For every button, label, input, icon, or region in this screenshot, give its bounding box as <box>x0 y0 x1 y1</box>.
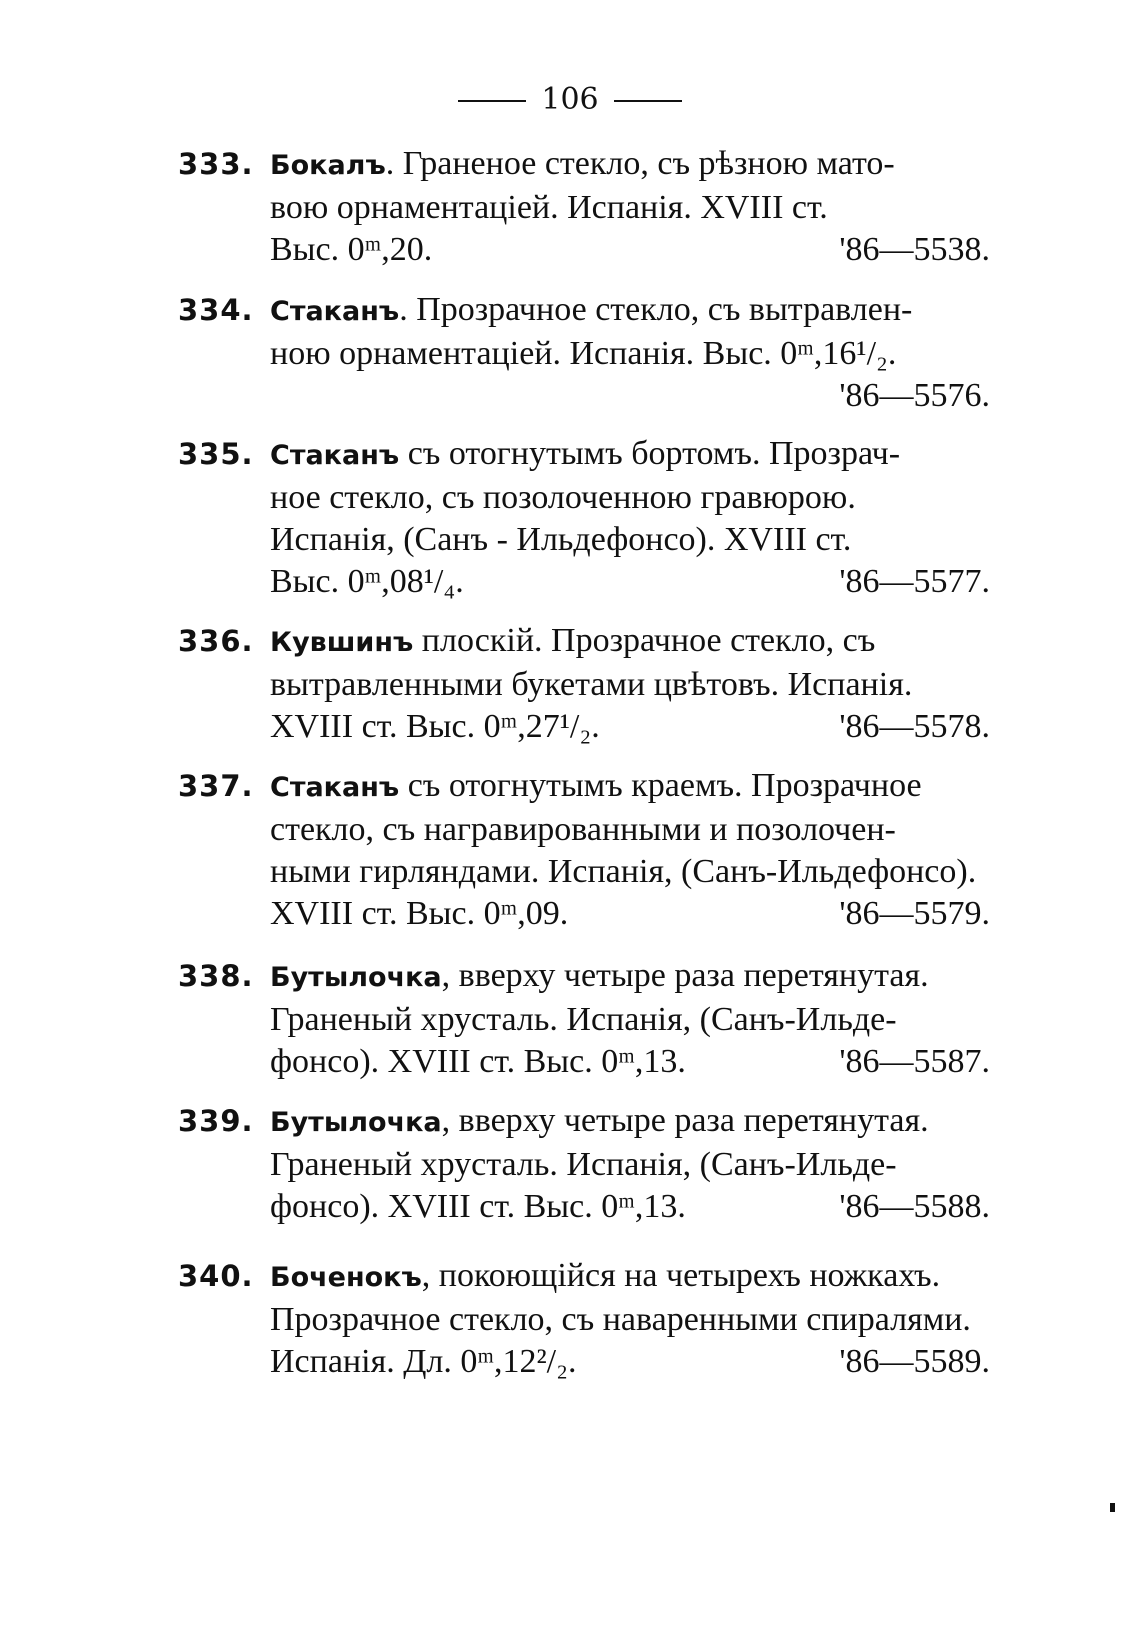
entry-measure: XVIII ст. Выс. 0ᵐ,27¹/₂. <box>270 708 600 745</box>
entry-number: 340. <box>178 1259 254 1293</box>
inventory-number: '86—5576. <box>839 377 990 414</box>
entry-title: Боченокъ <box>270 1262 422 1293</box>
entry-last-line <box>270 706 990 748</box>
entry-title: Стаканъ <box>270 296 400 327</box>
entry-line <box>270 433 990 477</box>
entry-number: 337. <box>178 769 254 803</box>
page-number: 106 <box>541 82 599 117</box>
entry-line <box>270 1255 990 1299</box>
entry-line: Прозрачное стекло, съ наваренными спиралями. <box>270 1301 971 1338</box>
entry-description <box>270 433 990 603</box>
entry-measure: XVIII ст. Выс. 0ᵐ,09. <box>270 895 569 932</box>
entry-last-line <box>270 1341 990 1383</box>
entry-line-rest: съ отогнутымъ бортомъ. Прозрач- <box>399 435 901 472</box>
entry-description <box>270 143 990 271</box>
entry-line: Испанія, (Санъ - Ильдефонсо). XVIII ст. <box>270 521 852 558</box>
entry-last-line <box>270 561 990 603</box>
entry-title: Бутылочка <box>270 1107 442 1138</box>
entry-measure: фонсо). XVIII ст. Выс. 0ᵐ,13. <box>270 1188 686 1225</box>
entry-line: вытравленными букетами цвѣтовъ. Испанія. <box>270 666 913 703</box>
entry-line: Граненый хрусталь. Испанія, (Санъ-Ильде- <box>270 1001 897 1038</box>
entry-line: вою орнаментаціей. Испанія. XVIII ст. <box>270 189 828 226</box>
inventory-number: '86—5589. <box>839 1343 990 1380</box>
inventory-number: '86—5577. <box>839 563 990 600</box>
entry-measure: Выс. 0ᵐ,20. <box>270 231 433 268</box>
scan-speck <box>1110 1503 1115 1512</box>
entry-number: 333. <box>178 147 254 181</box>
entry-line <box>270 620 990 664</box>
entry-title: Стаканъ <box>270 772 400 803</box>
entry-description <box>270 765 990 935</box>
inventory-number: '86—5579. <box>839 895 990 932</box>
entry-description <box>270 1255 990 1383</box>
entry-line: ное стекло, съ позолоченною гравюрою. <box>270 479 856 516</box>
entry-title: Кувшинъ <box>270 627 414 658</box>
entry-line: стекло, съ награвированными и позолочен- <box>270 811 896 848</box>
entry-description <box>270 955 990 1083</box>
entry-number: 336. <box>178 624 254 658</box>
left-rule <box>458 100 526 102</box>
entry-number: 335. <box>178 437 254 471</box>
entry-line <box>270 1100 990 1144</box>
entry-number: 339. <box>178 1104 254 1138</box>
entry-line <box>270 765 990 809</box>
entry-line-rest: , покоющійся на четырехъ ножкахъ. <box>421 1257 941 1294</box>
entry-line: Граненый хрусталь. Испанія, (Санъ-Ильде- <box>270 1146 897 1183</box>
entry-title: Бутылочка <box>270 962 442 993</box>
page-number-header <box>0 82 1140 118</box>
entry-description <box>270 1100 990 1228</box>
entry-line-rest: , вверху четыре раза перетянутая. <box>441 1102 929 1139</box>
entry-line: ными гирляндами. Испанія, (Санъ-Ильдефонсо). <box>270 853 977 890</box>
right-rule <box>614 100 682 102</box>
entry-last-line <box>270 1041 990 1083</box>
entry-measure: фонсо). XVIII ст. Выс. 0ᵐ,13. <box>270 1043 686 1080</box>
entry-last-line <box>270 229 990 271</box>
entry-measure: Испанія. Дл. 0ᵐ,12²/₂. <box>270 1343 577 1380</box>
entry-last-line <box>270 893 990 935</box>
entry-measure: Выс. 0ᵐ,08¹/₄. <box>270 563 464 600</box>
entry-line-rest: . Граненое стекло, съ рѣзною мато- <box>385 145 895 182</box>
entry-last-line <box>270 1186 990 1228</box>
entry-line: ною орнаментаціей. Испанія. Выс. 0ᵐ,16¹/₂. <box>270 335 897 372</box>
inventory-number: '86—5578. <box>839 708 990 745</box>
entry-title: Стаканъ <box>270 440 400 471</box>
entry-description <box>270 620 990 748</box>
inventory-number: '86—5588. <box>839 1188 990 1225</box>
entry-title: Бокалъ <box>270 150 386 181</box>
entry-number: 338. <box>178 959 254 993</box>
entry-line <box>270 143 990 187</box>
entry-line-rest: , вверху четыре раза перетянутая. <box>441 957 929 994</box>
entry-line-rest: съ отогнутымъ краемъ. Прозрачное <box>399 767 922 804</box>
inventory-number: '86—5587. <box>839 1043 990 1080</box>
entry-line <box>270 289 990 333</box>
inventory-number: '86—5538. <box>839 231 990 268</box>
entry-line-rest: . Прозрачное стекло, съ вытравлен- <box>399 291 913 328</box>
entry-line <box>270 955 990 999</box>
entry-line-rest: плоскій. Прозрачное стекло, съ <box>413 622 876 659</box>
entry-number: 334. <box>178 293 254 327</box>
entry-description <box>270 289 990 417</box>
